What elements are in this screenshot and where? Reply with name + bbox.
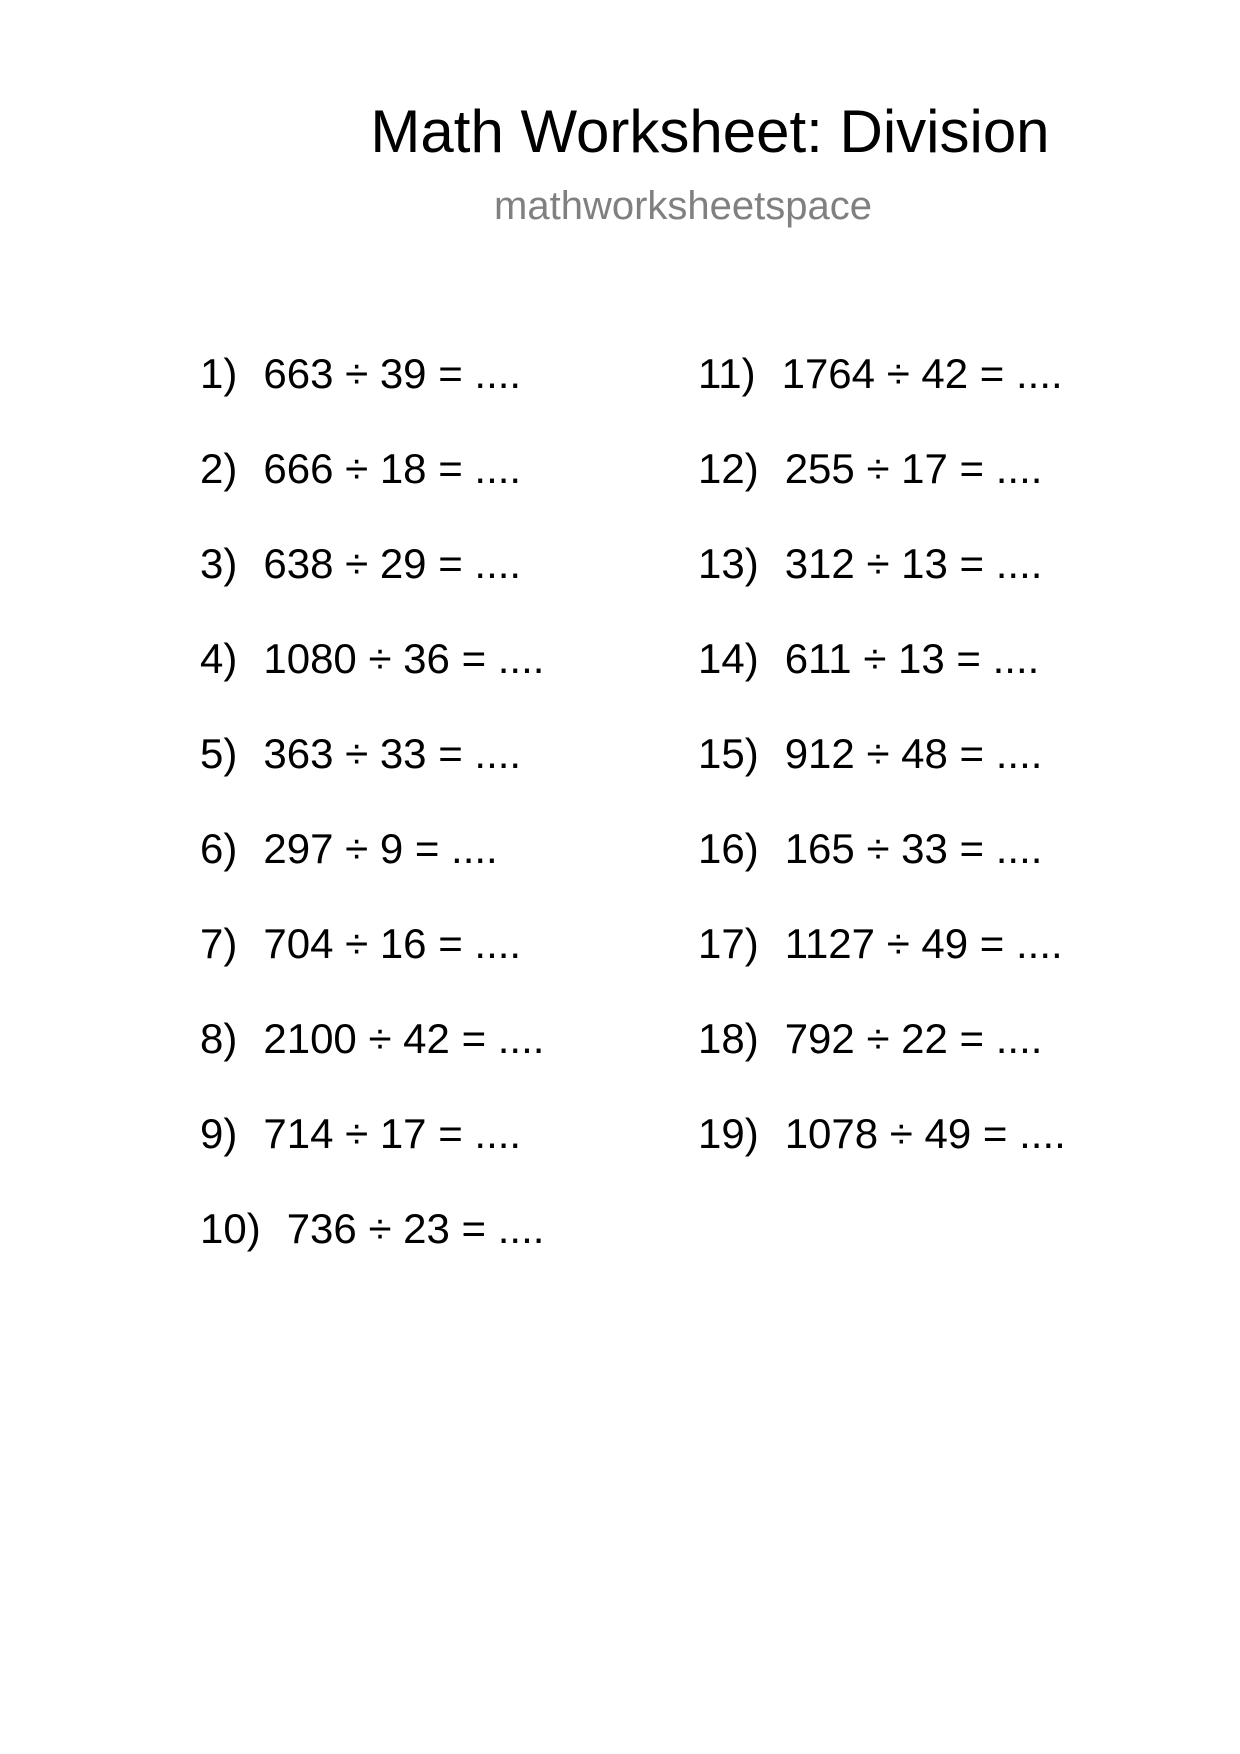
problem-expression: 312 ÷ 13 = ....	[784, 540, 1043, 587]
problem-number: 10)	[200, 1205, 261, 1252]
worksheet-title: Math Worksheet: Division	[370, 98, 1050, 165]
problem-item	[698, 634, 1066, 729]
problem-expression: 297 ÷ 9 = ....	[263, 825, 498, 872]
problem-item	[200, 349, 544, 444]
problem-number: 17)	[698, 920, 759, 967]
problem-number: 14)	[698, 635, 759, 682]
problem-item	[698, 1109, 1066, 1204]
problem-expression: 611 ÷ 13 = ....	[784, 635, 1040, 682]
problem-number: 13)	[698, 540, 759, 587]
problem-expression: 714 ÷ 17 = ....	[263, 1110, 522, 1157]
problem-item	[698, 1014, 1066, 1109]
problem-item	[200, 539, 544, 634]
problem-expression: 1078 ÷ 49 = ....	[784, 1110, 1066, 1157]
problem-item	[200, 824, 544, 919]
worksheet-subtitle: mathworksheetspace	[494, 184, 872, 228]
problem-expression: 165 ÷ 33 = ....	[784, 825, 1043, 872]
problem-item	[200, 729, 544, 824]
problem-number: 11)	[698, 350, 756, 397]
problem-item	[698, 919, 1066, 1014]
problem-number: 6)	[200, 825, 238, 872]
problem-expression: 704 ÷ 16 = ....	[263, 920, 522, 967]
problem-number: 19)	[698, 1110, 759, 1157]
problem-number: 1)	[200, 350, 238, 397]
problem-expression: 792 ÷ 22 = ....	[784, 1015, 1043, 1062]
problem-expression: 736 ÷ 23 = ....	[286, 1205, 545, 1252]
problem-number: 7)	[200, 920, 238, 967]
problem-item	[200, 919, 544, 1014]
problem-expression: 1127 ÷ 49 = ....	[784, 920, 1063, 967]
problem-item	[200, 1204, 544, 1299]
problem-number: 2)	[200, 445, 238, 492]
problem-item	[698, 729, 1066, 824]
problems-column-left	[200, 349, 544, 1299]
problem-number: 4)	[200, 635, 238, 682]
problem-number: 15)	[698, 730, 759, 777]
problem-expression: 663 ÷ 39 = ....	[263, 350, 522, 397]
problem-number: 9)	[200, 1110, 238, 1157]
problem-expression: 666 ÷ 18 = ....	[263, 445, 522, 492]
problem-number: 8)	[200, 1015, 238, 1062]
problem-expression: 363 ÷ 33 = ....	[263, 730, 522, 777]
problem-number: 12)	[698, 445, 759, 492]
problem-expression: 638 ÷ 29 = ....	[263, 540, 522, 587]
problem-item	[698, 349, 1066, 444]
problem-item	[200, 1109, 544, 1204]
problem-number: 5)	[200, 730, 238, 777]
problem-expression: 912 ÷ 48 = ....	[784, 730, 1043, 777]
problem-item	[698, 824, 1066, 919]
problem-expression: 2100 ÷ 42 = ....	[263, 1015, 545, 1062]
problem-item	[200, 634, 544, 729]
problems-column-right	[698, 349, 1066, 1204]
problem-number: 3)	[200, 540, 238, 587]
problem-expression: 1764 ÷ 42 = ....	[781, 350, 1063, 397]
problem-item	[698, 444, 1066, 539]
problem-expression: 1080 ÷ 36 = ....	[263, 635, 545, 682]
problem-number: 18)	[698, 1015, 759, 1062]
problem-item	[698, 539, 1066, 634]
problem-item	[200, 444, 544, 539]
problem-number: 16)	[698, 825, 759, 872]
problem-expression: 255 ÷ 17 = ....	[784, 445, 1043, 492]
problem-item	[200, 1014, 544, 1109]
